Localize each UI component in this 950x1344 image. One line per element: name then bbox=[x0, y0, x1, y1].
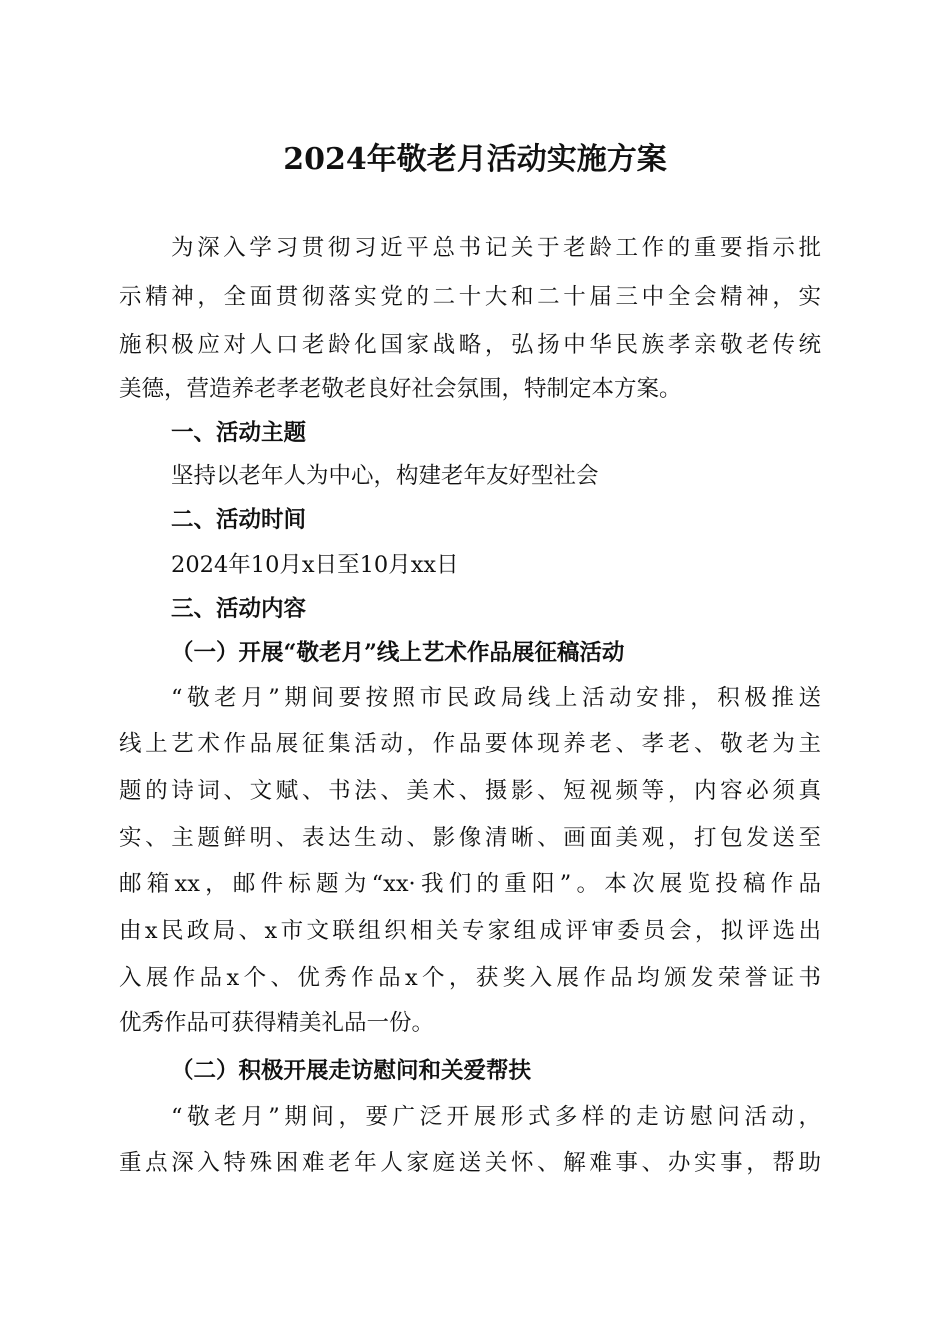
paragraph-line bbox=[0, 721, 950, 767]
section-heading: 一、活动主题 bbox=[171, 420, 307, 446]
paragraph-line-text: “敬老月”期间要按照市民政局线上活动安排，积极推送 bbox=[171, 685, 821, 711]
paragraph-line bbox=[0, 1140, 950, 1186]
intro-line-text: 美德，营造养老孝老敬老良好社会氛围，特制定本方案。 bbox=[119, 376, 682, 402]
paragraph-line-text: 实、主题鲜明、表达生动、影像清晰、画面美观，打包发送至 bbox=[119, 825, 821, 851]
intro-line bbox=[0, 274, 950, 320]
intro-line bbox=[0, 322, 950, 368]
paragraph-line-text: 优秀作品可获得精美礼品一份。 bbox=[119, 1010, 435, 1036]
section-text: 2024年10月x日至10月xx日 bbox=[171, 552, 459, 578]
section-text: 坚持以老年人为中心，构建老年友好型社会 bbox=[171, 463, 599, 489]
intro-line bbox=[0, 366, 950, 412]
document-title: 2024年敬老月活动实施方案 bbox=[283, 142, 667, 177]
paragraph-line-text: 入展作品x个、优秀作品x个，获奖入展作品均颁发荣誉证书 bbox=[119, 965, 821, 991]
paragraph-line-text: 题的诗词、文赋、书法、美术、摄影、短视频等，内容必须真 bbox=[119, 778, 821, 804]
paragraph-line bbox=[0, 768, 950, 814]
intro-line-text: 为深入学习贯彻习近平总书记关于老龄工作的重要指示批 bbox=[171, 235, 821, 261]
paragraph-line bbox=[0, 908, 950, 954]
intro-line-text: 示精神，全面贯彻落实党的二十大和二十届三中全会精神，实 bbox=[119, 284, 821, 310]
section-heading: 三、活动内容 bbox=[171, 596, 307, 622]
subsection-heading: （二）积极开展走访慰问和关爱帮扶 bbox=[171, 1058, 532, 1084]
paragraph-line-text: 线上艺术作品展征集活动，作品要体现养老、孝老、敬老为主 bbox=[119, 731, 821, 757]
paragraph-line-text: 邮箱xx，邮件标题为“xx·我们的重阳”。本次展览投稿作品 bbox=[119, 871, 821, 897]
paragraph-line bbox=[0, 955, 950, 1001]
intro-line bbox=[0, 225, 950, 271]
paragraph-line-text: “敬老月”期间，要广泛开展形式多样的走访慰问活动， bbox=[171, 1104, 821, 1130]
paragraph-line bbox=[0, 815, 950, 861]
paragraph-line bbox=[0, 675, 950, 721]
subsection-heading: （一）开展“敬老月”线上艺术作品展征稿活动 bbox=[171, 640, 625, 666]
paragraph-line bbox=[0, 861, 950, 907]
paragraph-line-text: 由x民政局、x市文联组织相关专家组成评审委员会，拟评选出 bbox=[119, 918, 821, 944]
section-heading: 二、活动时间 bbox=[171, 507, 307, 533]
intro-line-text: 施积极应对人口老龄化国家战略，弘扬中华民族孝亲敬老传统 bbox=[119, 332, 821, 358]
paragraph-line-text: 重点深入特殊困难老年人家庭送关怀、解难事、办实事，帮助 bbox=[119, 1150, 821, 1176]
paragraph-line bbox=[0, 1000, 950, 1046]
paragraph-line bbox=[0, 1094, 950, 1140]
